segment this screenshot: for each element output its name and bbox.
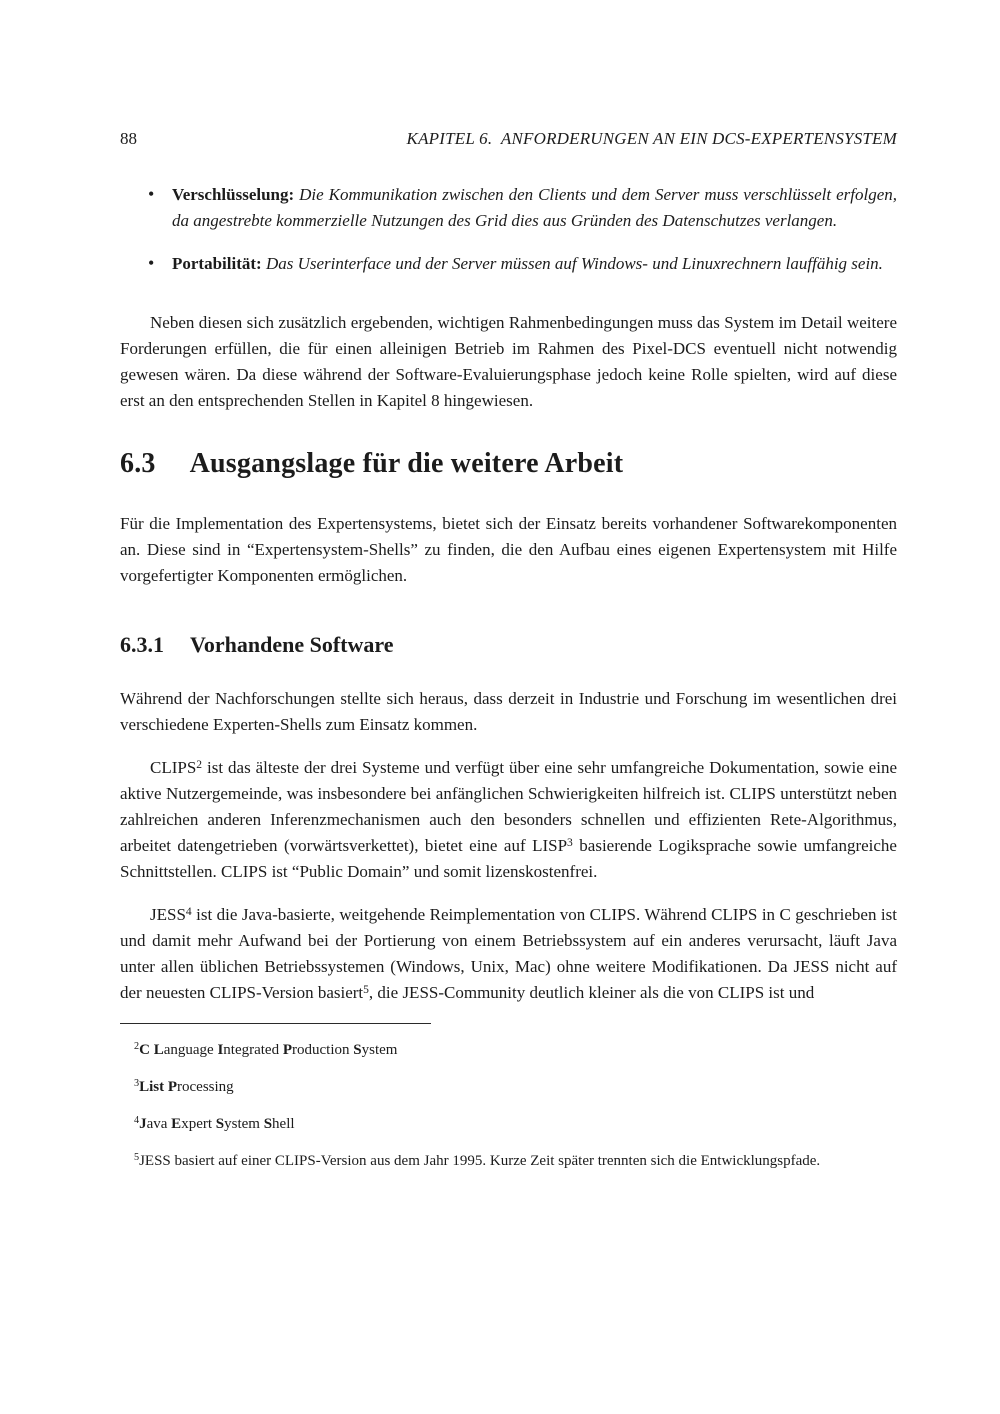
section-title: Ausgangslage für die weitere Arbeit: [189, 448, 624, 479]
footnote-text: C Language Integrated Production System: [139, 1042, 398, 1058]
footnote-text: List Processing: [139, 1079, 234, 1095]
requirement-body: Das Userinterface und der Server müssen auf Windows- und Linuxrechnern lauffähig sein.: [261, 254, 883, 273]
section-number: 6.3: [120, 448, 156, 479]
requirement-body: Die Kommunikation zwischen den Clients und dem Server muss verschlüsselt erfolgen, da angestrebte kommerzielle Nutzungen des Grid dies aus Gründen des Datenschutzes verlangen.: [172, 185, 897, 230]
footnote-jess-version: [120, 1150, 897, 1172]
footnote-lisp-acronym: [120, 1076, 897, 1098]
paragraph-rahmenbedingungen: Neben diesen sich zusätzlich ergebenden, wichtigen Rahmenbedingungen muss das System im Detail weitere Forderungen erfüllen, die für einen alleinigen Betrieb im Rahmen des Pixel-DCS eventuell nicht notwendig gewesen wären. Da diese während der Software-Evaluierungsphase jedoch keine Rolle spielten, wird auf diese erst an den entsprechenden Stellen in Kapitel 8 hingewiesen.: [120, 313, 897, 410]
list-item-verschluesselung: [120, 182, 897, 234]
footnote-marker: 2: [134, 1041, 140, 1053]
footnote-marker: 3: [134, 1078, 140, 1090]
footnote-divider: [120, 1023, 431, 1024]
requirement-term: Portabilität:: [172, 254, 262, 273]
subsection-title: Vorhandene Software: [190, 632, 394, 657]
section-heading-6-3: [120, 446, 897, 482]
requirements-list: [120, 182, 897, 277]
footnote-marker: 5: [134, 1152, 140, 1164]
bullet-icon: •: [148, 253, 155, 273]
paragraph-jess: JESS$^4$ ist die Java-basierte, weitgehende Reimplementation von CLIPS. Während CLIPS in C geschrieben ist und damit mehr Aufwand bei der Portierung von einem Betriebssystem auf ein anderes verursacht, läuft Java unter allen üblichen Betriebssystemen (Windows, Unix, Mac) ohne weitere Modifikationen. Da JESS nicht auf der neuesten CLIPS-Version basiert$^5$, die JESS-Community deutlich kleiner als die von CLIPS ist und: [120, 904, 897, 1002]
paragraph-nachforschungen: Während der Nachforschungen stellte sich heraus, dass derzeit in Industrie und Forschung im wesentlichen drei verschiedene Experten-Shells zum Einsatz kommen.: [120, 689, 897, 734]
requirement-term: Verschlüsselung:: [172, 185, 295, 204]
page-number: 88: [120, 129, 137, 148]
footnote-marker: 4: [134, 1115, 140, 1127]
list-item-portabilitaet: [120, 251, 897, 277]
chapter-header-title: KAPITEL 6. ANFORDERUNGEN AN EIN DCS-EXPERTENSYSTEM: [406, 129, 897, 148]
footnote-text: Java Expert System Shell: [139, 1116, 295, 1132]
bullet-icon: •: [148, 184, 155, 204]
paragraph-implementation: Für die Implementation des Expertensystems, bietet sich der Einsatz bereits vorhandener Softwarekomponenten an. Diese sind in “Expertensystem-Shells” zu finden, die den Aufbau eines eigenen Expertensystem mit Hilfe vorgefertigter Komponenten ermöglichen.: [120, 514, 897, 585]
running-header: [120, 126, 897, 152]
subsection-heading-6-3-1: [120, 631, 897, 659]
paragraph-clips: CLIPS$^2$ ist das älteste der drei Systeme und verfügt über eine sehr umfangreiche Dokumentation, sowie eine aktive Nutzergemeinde, was insbesondere bei anfänglichen Schwierigkeiten hilfreich ist. CLIPS unterstützt neben zahlreichen anderen Inferenzmechanismen auch den besonders schnellen und effizienten Rete-Algorithmus, arbeitet datengetrieben (vorwärtsverkettet), bietet eine auf LISP$^3$ basierende Logiksprache sowie umfangreiche Schnittstellen. CLIPS ist “Public Domain” und somit lizenskostenfrei.: [120, 757, 897, 881]
footnote-jess-acronym: [120, 1113, 897, 1135]
text-block: [120, 0, 897, 1172]
footnote-clips-acronym: [120, 1039, 897, 1061]
footnotes: [120, 1039, 897, 1172]
subsection-number: 6.3.1: [120, 632, 164, 657]
footnote-text: JESS basiert auf einer CLIPS-Version aus dem Jahr 1995. Kurze Zeit später trennten sich die Entwicklungspfade.: [139, 1153, 821, 1169]
